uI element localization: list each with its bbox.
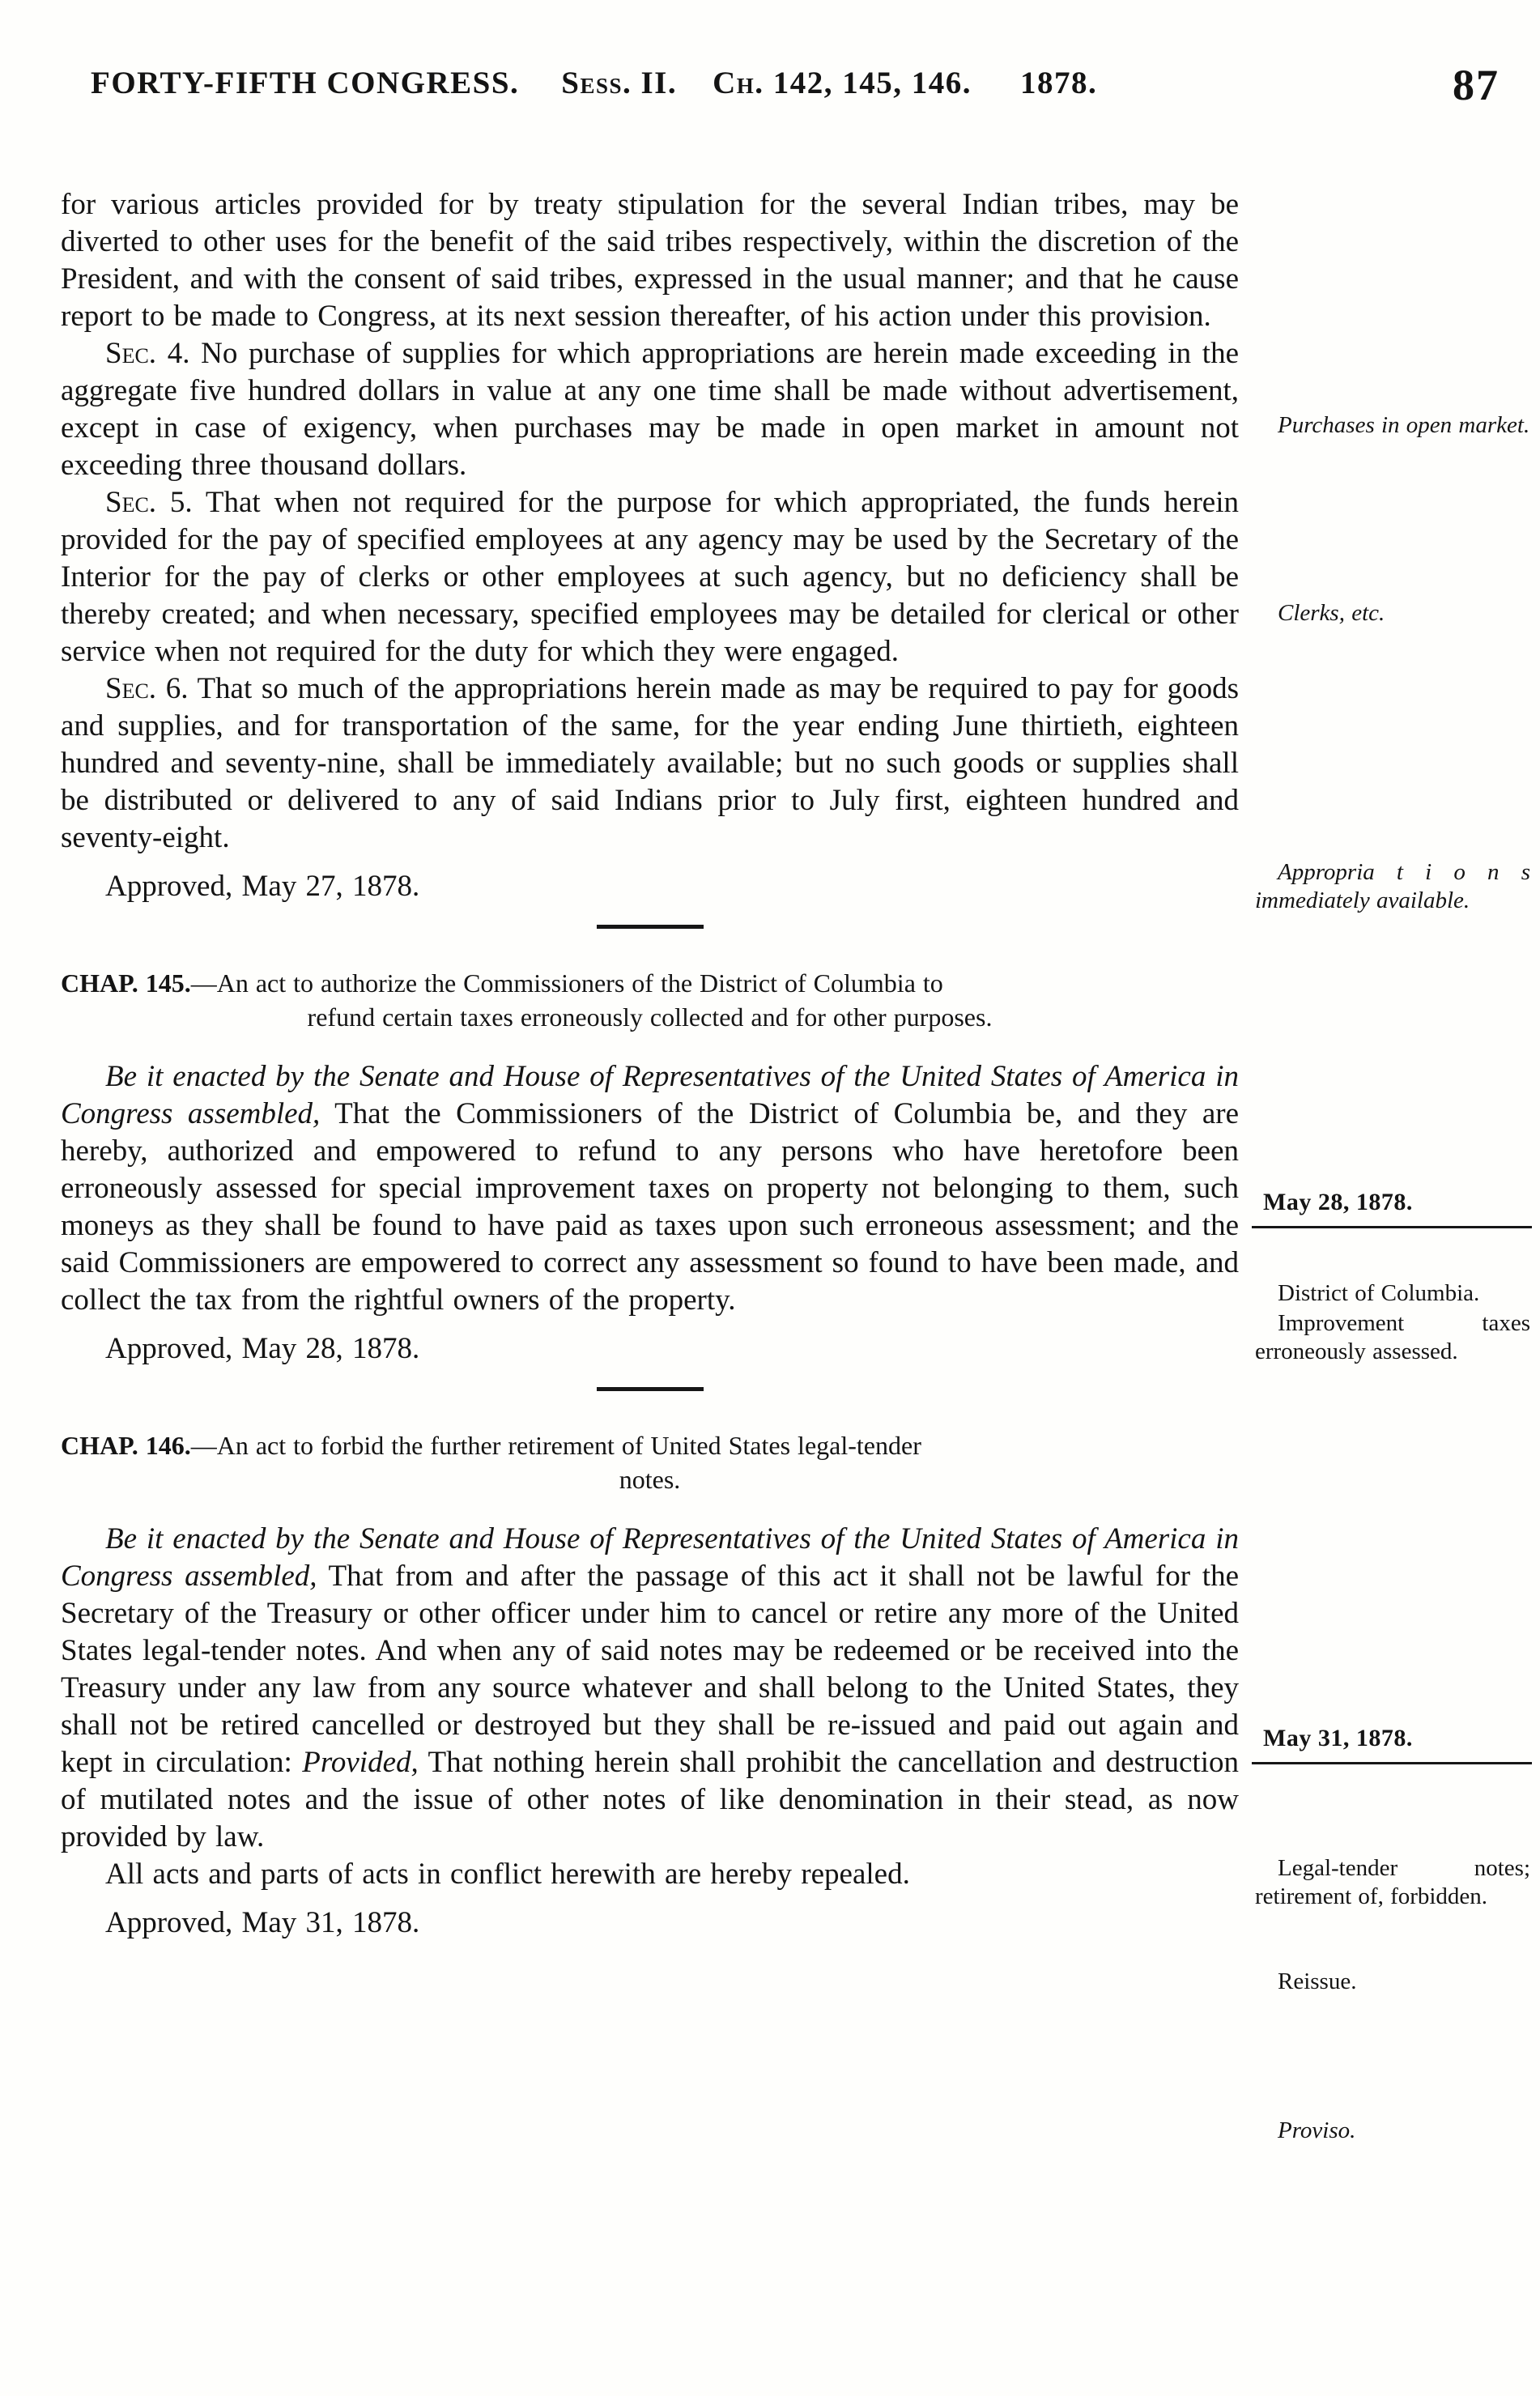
congress-title: FORTY-FIFTH CONGRESS. — [91, 66, 520, 100]
act145-enacting-paragraph: Be it enacted by the Senate and House of Representatives of the United States of America in Congress assembled, That the Commissioners of the District of Columbia be, and they are hereby, authorized and empowered to refund to any persons who have heretofore been erroneously assessed for special improvement taxes on property not belonging to them, such moneys as they shall be found to have paid as taxes upon such erroneous assessment; and the said Commissioners are empowered to correct any assessment so found to have been made, and collect the tax from the rightful owners of the property. — [61, 1060, 1239, 1317]
section-5-text: That when not required for the purpose for which appropriated, the funds herein provided for the pay of specified employees at any agency may be used by the Secretary of the Interior for the pay of clerks or other employees at such agency, but no deficiency shall be thereby created; and when necessary, specified employees may be detailed for clerical or other service when not required for the duty for which they were engaged. — [61, 486, 1239, 668]
margin-note-improvement: Improvement taxes erroneously assessed. — [1255, 1310, 1530, 1364]
margin-note-clerks: Clerks, etc. — [1278, 600, 1385, 626]
act142-section-5 — [61, 484, 1239, 670]
section-6-text: That so much of the appropriations herein made as may be required to pay for goods and supplies, and for transportation of the same, for the year ending June thirtieth, eighteen hundred and seventy-nine, shall be immediately available; but no such goods or supplies shall be distributed or delivered to any of said Indians prior to July first, eighteen hundred and seventy-eight. — [61, 672, 1239, 854]
margin-note-proviso: Proviso. — [1278, 2117, 1356, 2143]
section-divider — [597, 925, 704, 929]
act145-heading-text: —An act to authorize the Commissioners of the District of Columbia to — [190, 968, 943, 998]
act146-enacting-paragraph: Be it enacted by the Senate and House of Representatives of the United States of America in Congress assembled, That from and after the passage of this act it shall not be lawful for the Secretary of the Treasury or other officer under him to cancel or retire any more of the United States legal-tender notes. And when any of said notes may be redeemed or be received into the Treasury under any law from any source whatever and shall belong to the United States, they shall not be retired cancelled or destroyed but they shall be re-issued and paid out again and kept in circulation: Provided, That nothing herein shall prohibit the cancellation and destruction of mutilated notes and the issue of other notes of like denomination in their stead, as now provided by law. — [61, 1522, 1239, 1853]
margin-date-act145: May 28, 1878. — [1252, 1189, 1532, 1228]
section-divider — [597, 1387, 704, 1391]
margin-date-act146: May 31, 1878. — [1252, 1725, 1532, 1764]
act146-heading — [61, 1428, 1239, 1496]
margin-note-appropriations: Appropria t i o n s immediately available. — [1255, 859, 1530, 913]
act142-approval-line: Approved, May 27, 1878. — [105, 870, 420, 903]
margin-note-purchases: Purchases in open market. — [1278, 412, 1530, 438]
act145-heading — [61, 966, 1239, 1034]
act145-approval-line: Approved, May 28, 1878. — [105, 1332, 420, 1365]
act146-repeal-paragraph: All acts and parts of acts in conflict herewith are hereby repealed. — [105, 1858, 910, 1891]
act145-heading-line1 — [61, 966, 1239, 1000]
chapter-numbers: Ch. 142, 145, 146. — [713, 66, 972, 100]
margin-note-district-improvement — [1255, 1279, 1530, 1368]
section-4-text: No purchase of supplies for which appropriations are herein made exceeding in the aggregate five hundred dollars in value at any one time shall be made without advertisement, except in case of exigency, when purchases may be made in open market in amount not exceeding three thousand dollars. — [61, 337, 1239, 482]
act146-heading-text: —An act to forbid the further retirement of United States legal-tender — [190, 1431, 921, 1460]
main-text-column — [61, 186, 1239, 1942]
act142-section-4 — [61, 335, 1239, 484]
margin-note-legal-tender: Legal-tender notes; retirement of, forbidden. — [1255, 1855, 1530, 1909]
act146-approval-line: Approved, May 31, 1878. — [105, 1906, 420, 1939]
session-label: Sess. II. — [561, 66, 678, 100]
section-4-label: Sec. 4. — [105, 337, 190, 370]
act142-continuation-paragraph: for various articles provided for by treaty stipulation for the several Indian tribes, may be diverted to other uses for the benefit of the said tribes respectively, within the discretion of the President, and with the consent of said tribes, expressed in the usual manner; and that he cause report to be made to Congress, at its next session thereafter, of his action under this provision. — [61, 188, 1239, 333]
running-head — [91, 53, 1500, 109]
act146-chapter-label: CHAP. 146. — [61, 1431, 191, 1460]
margin-note-district: District of Columbia. — [1278, 1280, 1480, 1306]
section-6-label: Sec. 6. — [105, 672, 189, 705]
act146-heading-line1 — [61, 1428, 1239, 1462]
year-label: 1878. — [1020, 66, 1098, 100]
act145-heading-line2: refund certain taxes erroneously collected and for other purposes. — [307, 1002, 993, 1032]
page-number: 87 — [1453, 61, 1500, 109]
act146-heading-line2: notes. — [619, 1465, 681, 1494]
section-5-label: Sec. 5. — [105, 486, 193, 519]
margin-note-reissue: Reissue. — [1278, 1968, 1357, 1994]
act145-chapter-label: CHAP. 145. — [61, 968, 191, 998]
act142-section-6 — [61, 670, 1239, 857]
